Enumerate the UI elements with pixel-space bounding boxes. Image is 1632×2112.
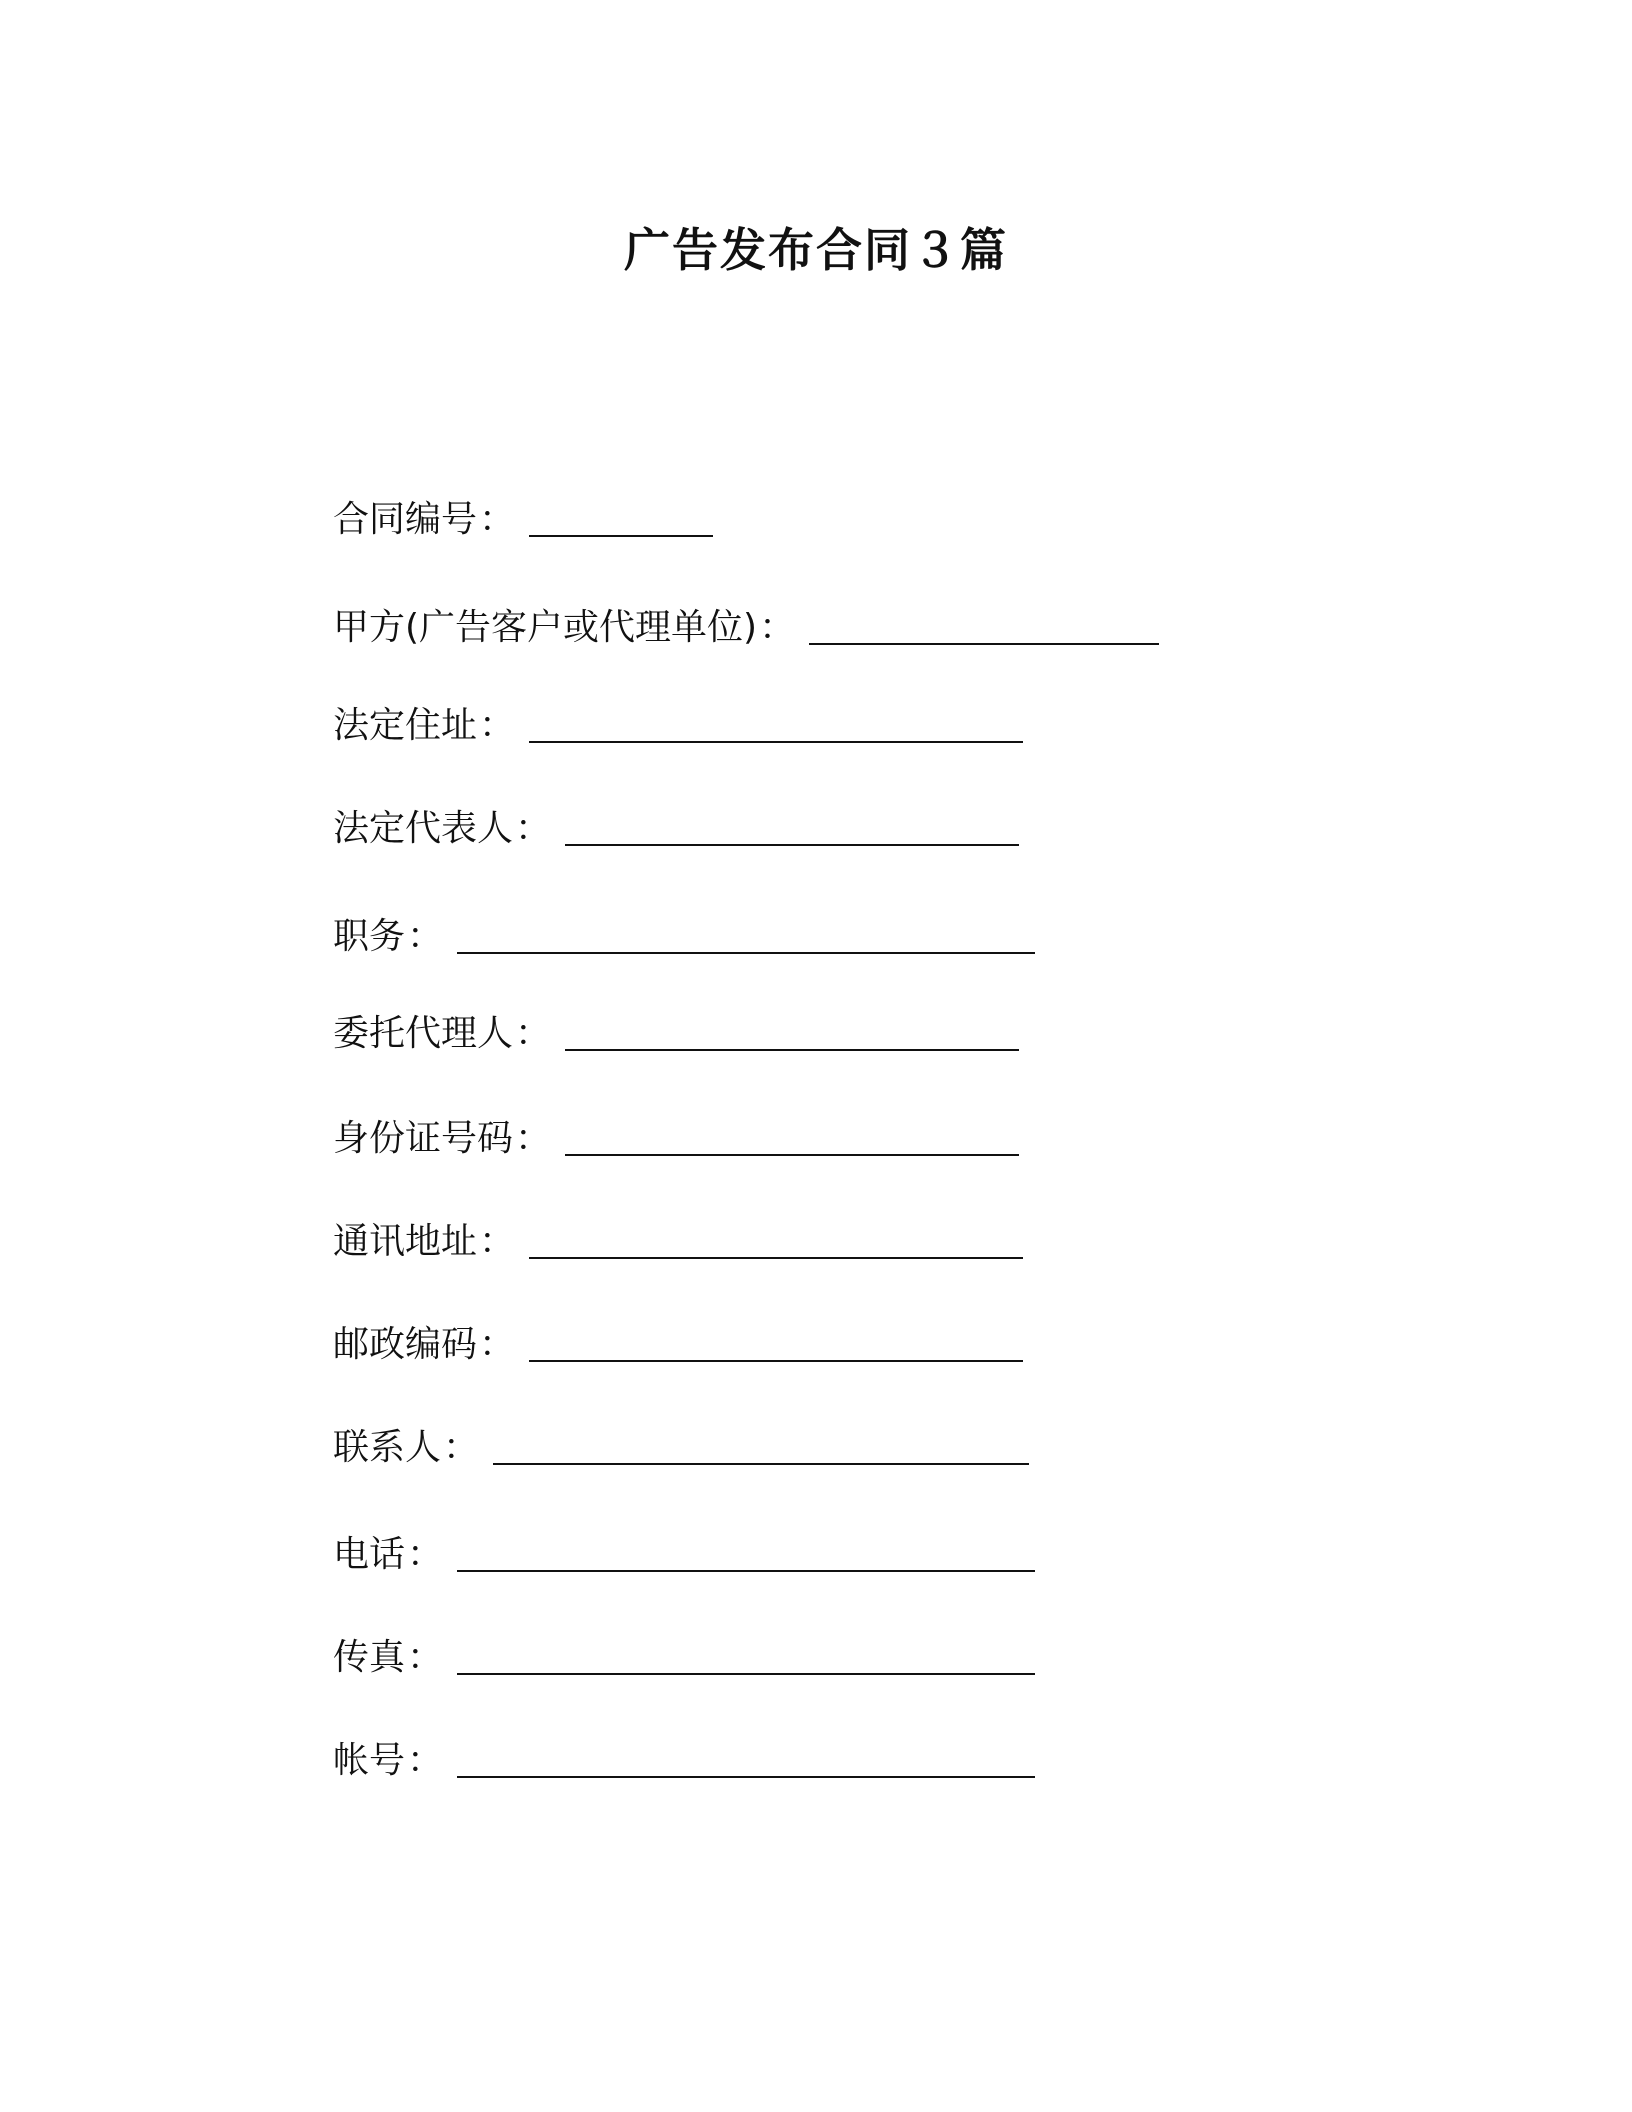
field-phone <box>333 1530 1035 1578</box>
fill-in-blank[interactable] <box>457 1536 1035 1572</box>
field-colon: ： <box>759 607 796 648</box>
field-party-a <box>333 603 1159 651</box>
field-contract-number <box>333 495 713 543</box>
field-label: 传真 <box>333 1637 406 1678</box>
field-account-number <box>333 1736 1035 1784</box>
field-colon: ： <box>407 1637 444 1678</box>
field-postal-code <box>333 1320 1023 1368</box>
fill-in-blank[interactable] <box>529 1223 1023 1259</box>
field-label: 职务 <box>333 916 406 957</box>
field-contact-person <box>333 1423 1029 1471</box>
fill-in-blank[interactable] <box>493 1429 1029 1465</box>
fill-in-blank[interactable] <box>457 918 1035 954</box>
fill-in-blank[interactable] <box>457 1639 1035 1675</box>
field-id-number <box>333 1114 1019 1162</box>
field-colon: ： <box>479 499 516 540</box>
fill-in-blank[interactable] <box>529 1326 1023 1362</box>
field-colon: ： <box>515 808 552 849</box>
field-label: 电话 <box>333 1534 406 1575</box>
field-mailing-address <box>333 1217 1023 1265</box>
field-position <box>333 912 1035 960</box>
field-fax <box>333 1633 1035 1681</box>
field-authorized-agent <box>333 1009 1019 1057</box>
fill-in-blank[interactable] <box>565 1015 1019 1051</box>
field-label: 委托代理人 <box>333 1013 514 1054</box>
field-colon: ： <box>407 1740 444 1781</box>
field-label: 法定住址 <box>333 705 478 746</box>
field-colon: ： <box>515 1118 552 1159</box>
field-colon: ： <box>479 705 516 746</box>
field-colon: ： <box>479 1221 516 1262</box>
field-label: 联系人 <box>333 1427 442 1468</box>
field-label: 甲方(广告客户或代理单位) <box>333 607 758 648</box>
field-label: 法定代表人 <box>333 808 514 849</box>
field-label: 合同编号 <box>333 499 478 540</box>
fill-in-blank[interactable] <box>565 810 1019 846</box>
field-colon: ： <box>479 1324 516 1365</box>
field-label: 帐号 <box>333 1740 406 1781</box>
fill-in-blank[interactable] <box>457 1742 1035 1778</box>
fill-in-blank[interactable] <box>809 609 1159 645</box>
document-title: 广告发布合同３篇 <box>624 223 1008 277</box>
field-colon: ： <box>407 916 444 957</box>
fill-in-blank[interactable] <box>565 1120 1019 1156</box>
field-label: 通讯地址 <box>333 1221 478 1262</box>
field-colon: ： <box>407 1534 444 1575</box>
field-legal-representative <box>333 804 1019 852</box>
fill-in-blank[interactable] <box>529 501 713 537</box>
field-colon: ： <box>443 1427 480 1468</box>
field-colon: ： <box>515 1013 552 1054</box>
fill-in-blank[interactable] <box>529 707 1023 743</box>
field-label: 邮政编码 <box>333 1324 478 1365</box>
field-label: 身份证号码 <box>333 1118 514 1159</box>
field-legal-address <box>333 701 1023 749</box>
